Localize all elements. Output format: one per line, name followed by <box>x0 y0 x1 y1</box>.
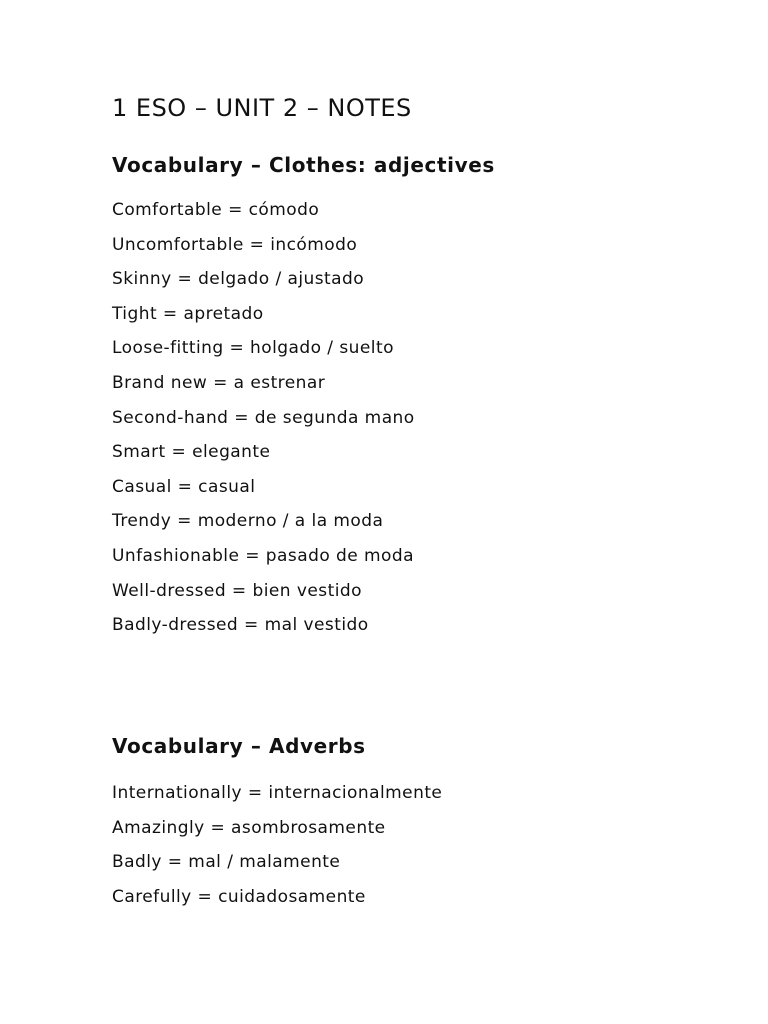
vocab-item: Second-hand = de segunda mano <box>112 407 415 428</box>
vocab-list-clothes-adjectives <box>112 198 415 648</box>
vocab-item: Carefully = cuidadosamente <box>112 886 366 907</box>
vocab-item: Skinny = delgado / ajustado <box>112 269 365 290</box>
vocab-item: Casual = casual <box>112 476 256 497</box>
document-title: 1 ESO – UNIT 2 – NOTES <box>112 94 412 122</box>
vocab-item: Smart = elegante <box>112 442 271 463</box>
vocab-item: Trendy = moderno / a la moda <box>112 511 384 532</box>
section-heading-clothes-adjectives: Vocabulary – Clothes: adjectives <box>112 153 495 177</box>
section-heading-adverbs: Vocabulary – Adverbs <box>112 734 366 758</box>
vocab-item: Uncomfortable = incómodo <box>112 234 358 255</box>
vocab-item: Internationally = internacionalmente <box>112 783 443 803</box>
vocab-item: Tight = apretado <box>112 303 264 324</box>
vocab-item: Badly-dressed = mal vestido <box>112 615 369 636</box>
vocab-item: Amazingly = asombrosamente <box>112 817 386 838</box>
vocab-item: Badly = mal / malamente <box>112 852 341 873</box>
vocab-item: Well-dressed = bien vestido <box>112 580 362 601</box>
vocab-item: Comfortable = cómodo <box>112 200 320 220</box>
vocab-item: Unfashionable = pasado de moda <box>112 545 414 566</box>
vocab-item: Brand new = a estrenar <box>112 372 326 393</box>
vocab-item: Loose-fitting = holgado / suelto <box>112 338 394 359</box>
vocab-list-adverbs <box>112 781 442 919</box>
